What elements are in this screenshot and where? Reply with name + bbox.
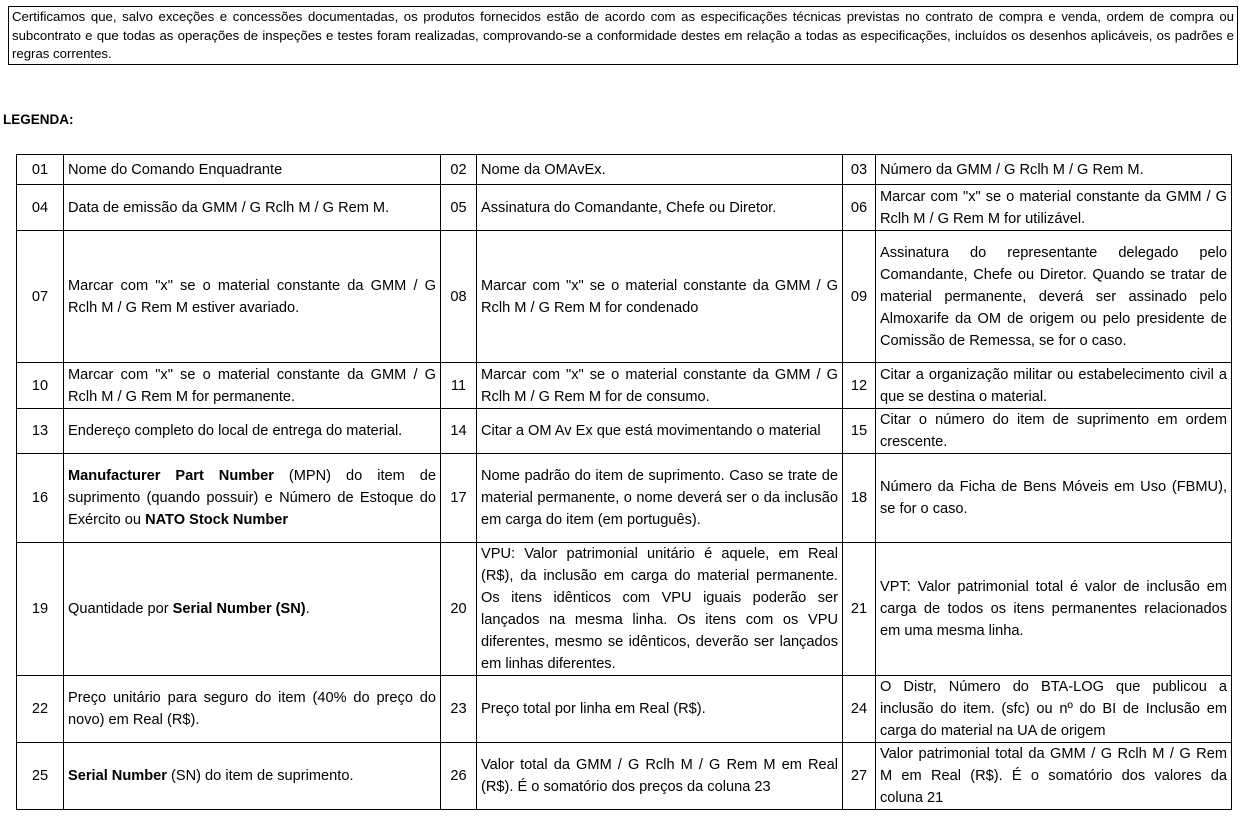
legend-item-number: 07 bbox=[17, 231, 64, 363]
legend-item-description: Valor total da GMM / G Rclh M / G Rem M em Real (R$). É o somatório dos preços da coluna 23 bbox=[477, 743, 843, 810]
legend-item-description: VPT: Valor patrimonial total é valor de inclusão em carga de todos os itens permanentes relacionados em uma mesma linha. bbox=[876, 543, 1232, 676]
legend-item-description: Nome da OMAvEx. bbox=[477, 155, 843, 185]
legend-item-description: Citar a OM Av Ex que está movimentando o material bbox=[477, 409, 843, 454]
legend-item-number: 26 bbox=[441, 743, 477, 810]
legend-item-number: 05 bbox=[441, 185, 477, 231]
legend-item-number: 04 bbox=[17, 185, 64, 231]
legend-item-description: Marcar com "x" se o material constante da GMM / G Rclh M / G Rem M for de consumo. bbox=[477, 363, 843, 409]
legend-item-description: Assinatura do representante delegado pelo Comandante, Chefe ou Diretor. Quando se tratar de material permanente, deverá ser assinado pelo Almoxarife da OM de origem ou pelo presidente de Comissão de Remessa, se for o caso. bbox=[876, 231, 1232, 363]
legend-item-number: 25 bbox=[17, 743, 64, 810]
legend-item-number: 03 bbox=[843, 155, 876, 185]
legend-item-number: 27 bbox=[843, 743, 876, 810]
legend-item-number: 13 bbox=[17, 409, 64, 454]
legend-row bbox=[17, 409, 1232, 454]
legend-item-description: Nome padrão do item de suprimento. Caso se trate de material permanente, o nome deverá ser o da inclusão em carga do item (em português). bbox=[477, 454, 843, 543]
legend-item-description: Manufacturer Part Number (MPN) do item de suprimento (quando possuir) e Número de Estoque do Exército ou NATO Stock Number bbox=[64, 454, 441, 543]
legend-row bbox=[17, 231, 1232, 363]
legend-item-number: 14 bbox=[441, 409, 477, 454]
legend-item-number: 21 bbox=[843, 543, 876, 676]
legend-item-description: Endereço completo do local de entrega do material. bbox=[64, 409, 441, 454]
legend-item-description: Data de emissão da GMM / G Rclh M / G Rem M. bbox=[64, 185, 441, 231]
legend-item-number: 06 bbox=[843, 185, 876, 231]
legend-item-number: 20 bbox=[441, 543, 477, 676]
legend-row bbox=[17, 743, 1232, 810]
legend-item-description: Número da GMM / G Rclh M / G Rem M. bbox=[876, 155, 1232, 185]
legend-item-description: Serial Number (SN) do item de suprimento. bbox=[64, 743, 441, 810]
legend-item-number: 01 bbox=[17, 155, 64, 185]
legend-item-description: Citar a organização militar ou estabelecimento civil a que se destina o material. bbox=[876, 363, 1232, 409]
legend-item-number: 22 bbox=[17, 676, 64, 743]
legend-row bbox=[17, 676, 1232, 743]
legend-row bbox=[17, 155, 1232, 185]
legend-item-number: 15 bbox=[843, 409, 876, 454]
legend-item-description: Nome do Comando Enquadrante bbox=[64, 155, 441, 185]
legend-row bbox=[17, 454, 1232, 543]
legend-item-description: O Distr, Número do BTA-LOG que publicou a inclusão do item. (sfc) ou nº do BI de Inclusão em carga do material na UA de origem bbox=[876, 676, 1232, 743]
legend-item-description: Valor patrimonial total da GMM / G Rclh M / G Rem M em Real (R$). É o somatório dos valores da coluna 21 bbox=[876, 743, 1232, 810]
legend-item-description: Marcar com "x" se o material constante da GMM / G Rclh M / G Rem M for utilizável. bbox=[876, 185, 1232, 231]
legend-item-description: Preço total por linha em Real (R$). bbox=[477, 676, 843, 743]
legend-item-number: 17 bbox=[441, 454, 477, 543]
legend-item-number: 02 bbox=[441, 155, 477, 185]
legend-item-number: 11 bbox=[441, 363, 477, 409]
legend-item-number: 10 bbox=[17, 363, 64, 409]
legend-row bbox=[17, 363, 1232, 409]
legend-item-number: 08 bbox=[441, 231, 477, 363]
legend-row bbox=[17, 543, 1232, 676]
legend-item-description: Número da Ficha de Bens Móveis em Uso (FBMU), se for o caso. bbox=[876, 454, 1232, 543]
legend-item-description: Quantidade por Serial Number (SN). bbox=[64, 543, 441, 676]
legend-item-number: 24 bbox=[843, 676, 876, 743]
legend-item-description: Assinatura do Comandante, Chefe ou Diretor. bbox=[477, 185, 843, 231]
legend-row bbox=[17, 185, 1232, 231]
legend-title: LEGENDA: bbox=[3, 112, 74, 127]
legend-item-description: Citar o número do item de suprimento em ordem crescente. bbox=[876, 409, 1232, 454]
legend-item-number: 09 bbox=[843, 231, 876, 363]
legend-item-description: Marcar com "x" se o material constante da GMM / G Rclh M / G Rem M for permanente. bbox=[64, 363, 441, 409]
legend-item-number: 16 bbox=[17, 454, 64, 543]
legend-item-description: Marcar com "x" se o material constante da GMM / G Rclh M / G Rem M estiver avariado. bbox=[64, 231, 441, 363]
legend-item-description: VPU: Valor patrimonial unitário é aquele, em Real (R$), da inclusão em carga do material permanente. Os itens idênticos com VPU iguais poderão ser lançados na mesma linha. Os itens com os VPU diferentes, mesmo se idênticos, deverão ser lançados em linhas diferentes. bbox=[477, 543, 843, 676]
legend-item-number: 18 bbox=[843, 454, 876, 543]
legend-item-number: 19 bbox=[17, 543, 64, 676]
legend-item-description: Marcar com "x" se o material constante da GMM / G Rclh M / G Rem M for condenado bbox=[477, 231, 843, 363]
legend-table bbox=[16, 154, 1232, 810]
certification-statement: Certificamos que, salvo exceções e concessões documentadas, os produtos fornecidos estão de acordo com as especificações técnicas previstas no contrato de compra e venda, ordem de compra ou subcontrato e que todas as operações de inspeções e testes foram realizadas, comprovando-se a conformidade destes em relação a todas as especificações, incluídos os desenhos aplicáveis, os padrões e regras correntes. bbox=[8, 6, 1238, 65]
legend-item-description: Preço unitário para seguro do item (40% do preço do novo) em Real (R$). bbox=[64, 676, 441, 743]
legend-item-number: 23 bbox=[441, 676, 477, 743]
legend-item-number: 12 bbox=[843, 363, 876, 409]
